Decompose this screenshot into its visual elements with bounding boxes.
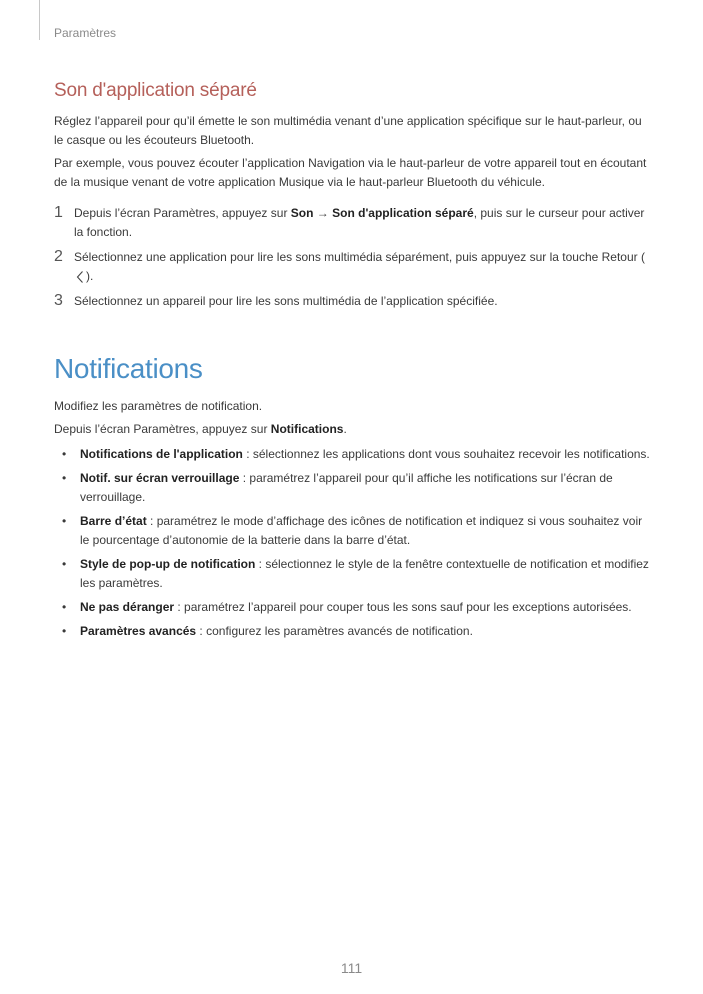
running-header: Paramètres	[54, 26, 117, 40]
step-2: 2 Sélectionnez une application pour lire les sons multimédia séparément, puis appuyez sur la touche Retour ().	[54, 248, 654, 286]
step-number: 3	[54, 292, 63, 309]
arrow-separator: →	[313, 206, 333, 220]
notifications-path: Depuis l’écran Paramètres, appuyez sur Notifications.	[54, 422, 347, 436]
bullet-dot-icon: •	[62, 471, 67, 485]
page-content	[54, 80, 654, 646]
notification-options-list	[54, 445, 654, 641]
bullet-dot-icon: •	[62, 624, 67, 638]
notifications-intro: Modifiez les paramètres de notification.	[54, 399, 263, 413]
page-number: 111	[340, 960, 363, 976]
menu-path-son: Son	[290, 206, 314, 220]
bullet-dot-icon: •	[62, 600, 67, 614]
menu-path-notifications: Notifications	[270, 422, 344, 436]
list-item: • Style de pop-up de notification : sélectionnez le style de la fenêtre contextuelle de notification et modifiez les paramètres.	[54, 555, 654, 593]
step-1: 1 Depuis l’écran Paramètres, appuyez sur Son → Son d'application séparé, puis sur le curseur pour activer la fonction.	[54, 204, 654, 242]
header-rule	[39, 0, 40, 40]
bullet-dot-icon: •	[62, 557, 67, 571]
step-number: 2	[54, 248, 63, 265]
bullet-dot-icon: •	[62, 447, 67, 461]
list-item: • Paramètres avancés : configurez les paramètres avancés de notification.	[54, 622, 654, 641]
back-chevron-icon	[74, 270, 86, 284]
example-paragraph: Par exemple, vous pouvez écouter l’application Navigation via le haut-parleur de votre appareil tout en écoutant de la musique venant de votre application Musique via le haut-parleur Bluetooth du véhicule.	[54, 156, 647, 189]
menu-path-separate-sound: Son d'application séparé	[332, 206, 474, 220]
bullet-dot-icon: •	[62, 514, 67, 528]
list-item: • Notifications de l'application : sélectionnez les applications dont vous souhaitez recevoir les notifications.	[54, 445, 654, 464]
list-item: • Ne pas déranger : paramétrez l’appareil pour couper tous les sons sauf pour les exceptions autorisées.	[54, 598, 654, 617]
section-heading-separate-app-sound: Son d'application séparé	[54, 80, 257, 101]
intro-paragraph: Réglez l’appareil pour qu’il émette le son multimédia venant d’une application spécifique sur le haut-parleur, ou le casque ou les écouteurs Bluetooth.	[54, 114, 642, 147]
list-item: • Barre d’état : paramétrez le mode d’affichage des icônes de notification et indiquez si vous souhaitez voir le pourcentage d’autonomie de la batterie dans la barre d’état.	[54, 512, 654, 550]
section-heading-notifications: Notifications	[54, 353, 203, 384]
list-item: • Notif. sur écran verrouillage : paramétrez l’appareil pour qu’il affiche les notifications sur l’écran de verrouillage.	[54, 469, 654, 507]
steps-list	[54, 204, 654, 311]
step-number: 1	[54, 204, 63, 221]
step-3: 3 Sélectionnez un appareil pour lire les sons multimédia de l’application spécifiée.	[54, 292, 498, 309]
